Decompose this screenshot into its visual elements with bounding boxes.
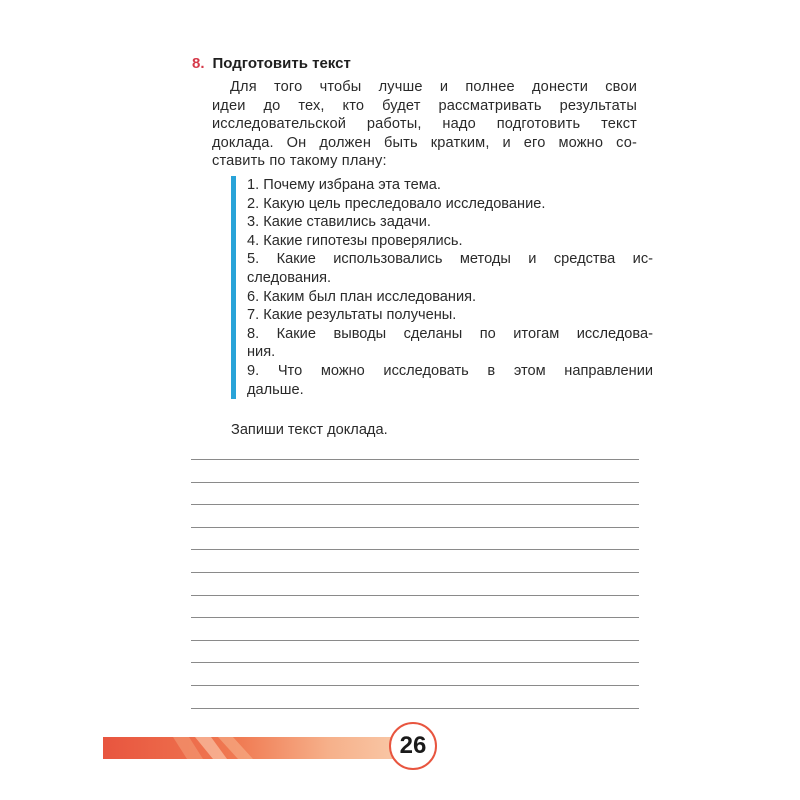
plan-item-text: 3. Какие ставились задачи. — [247, 214, 431, 231]
writing-line[interactable] — [191, 641, 639, 664]
intro-line: ставить по такому плану: — [212, 153, 387, 170]
writing-line[interactable] — [191, 573, 639, 596]
plan-item-text-continued: дальше. — [247, 381, 304, 398]
plan-item — [247, 325, 653, 362]
plan-item — [247, 232, 653, 251]
plan-item-text: 1. Почему избрана эта тема. — [247, 177, 441, 193]
writing-line[interactable] — [191, 596, 639, 619]
writing-line[interactable] — [191, 505, 639, 528]
plan-item — [247, 213, 653, 232]
plan-item — [247, 288, 653, 307]
intro-line: доклада. Он должен быть кратким, и его можно со- — [212, 134, 637, 151]
page-number: 26 — [399, 732, 427, 759]
plan-item-text: 2. Какую цель преследовало исследование. — [247, 195, 546, 212]
plan-item-text: 6. Каким был план исследования. — [247, 288, 477, 305]
plan-item-text: 4. Какие гипотезы проверялись. — [247, 232, 463, 249]
task-number: 8. — [192, 55, 205, 72]
writing-line[interactable] — [191, 663, 639, 686]
task-title: Подготовить текст — [212, 55, 351, 72]
footer-decorative-band — [103, 737, 403, 759]
intro-paragraph — [212, 78, 637, 171]
report-plan-list — [231, 176, 653, 399]
plan-item-text: 5. Какие использовались методы и средства ис- — [247, 251, 653, 268]
writing-line[interactable] — [191, 528, 639, 551]
writing-line[interactable] — [191, 686, 639, 709]
plan-item-text: 8. Какие выводы сделаны по итогам исследова- — [247, 325, 653, 342]
plan-item-text: 7. Какие результаты получены. — [247, 307, 457, 324]
plan-item-text-continued: ния. — [247, 344, 276, 361]
writing-instruction: Запиши текст доклада. — [231, 422, 388, 438]
writing-line[interactable] — [191, 618, 639, 641]
plan-item — [247, 195, 653, 214]
intro-line: идеи до тех, кто будет рассматривать результаты — [212, 97, 637, 114]
page-number-badge — [389, 722, 437, 770]
plan-item — [247, 362, 653, 399]
intro-line: Для того чтобы лучше и полнее донести свои — [230, 79, 637, 95]
plan-item — [247, 306, 653, 325]
writing-line[interactable] — [191, 550, 639, 573]
writing-lines-area[interactable] — [191, 459, 639, 709]
writing-line[interactable] — [191, 460, 639, 483]
intro-line: исследовательской работы, надо подготовить текст — [212, 116, 637, 133]
plan-item-text: 9. Что можно исследовать в этом направлении — [247, 362, 653, 379]
plan-item — [247, 176, 653, 195]
plan-item-text-continued: следования. — [247, 269, 332, 286]
task-header — [192, 55, 351, 72]
writing-line[interactable] — [191, 483, 639, 506]
plan-item — [247, 250, 653, 287]
